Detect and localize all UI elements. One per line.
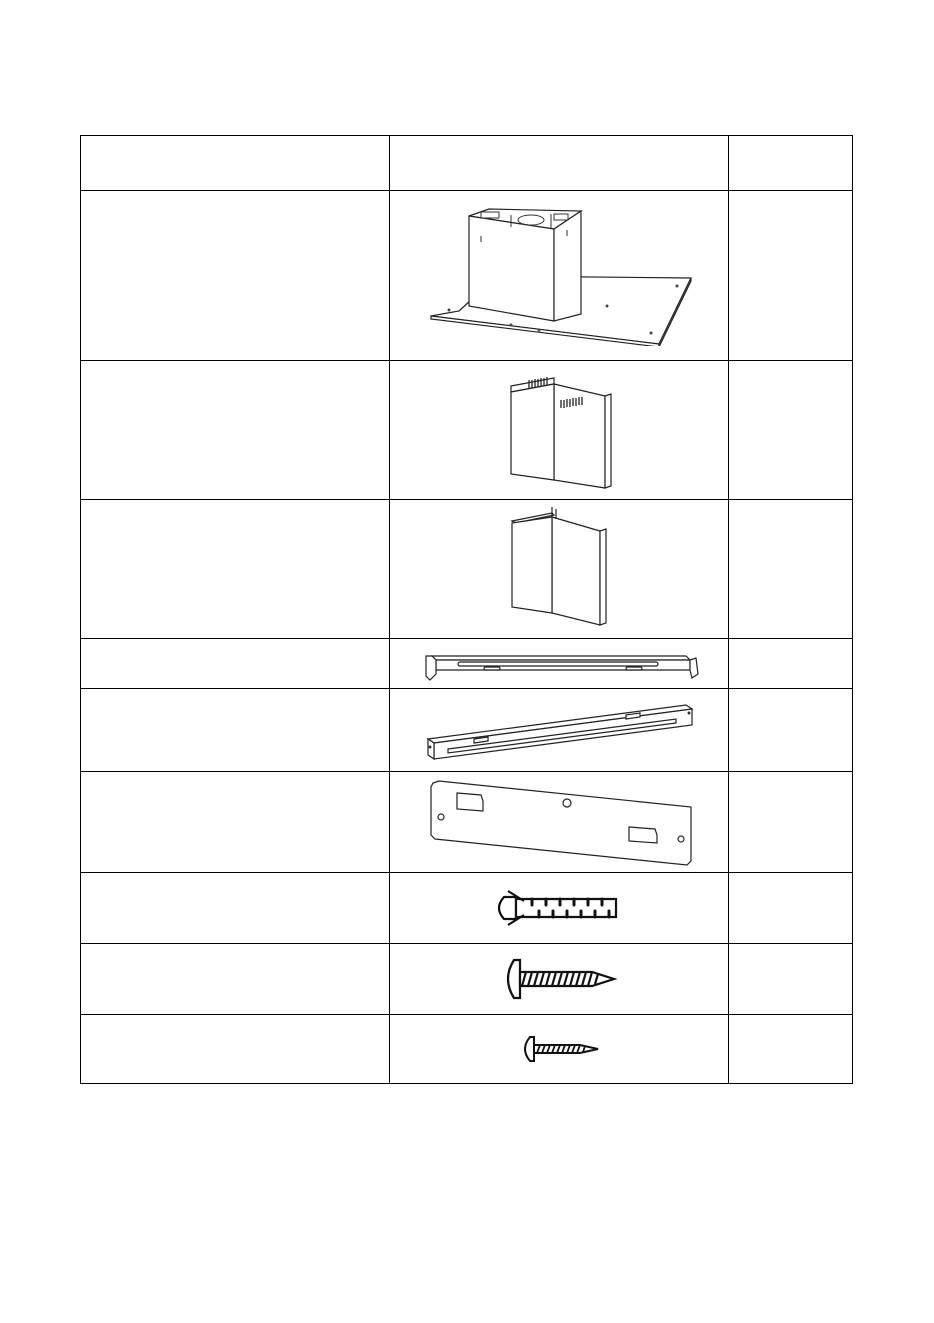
part-illustration-cell — [390, 639, 729, 689]
table-row — [81, 639, 853, 689]
part-name-cell — [81, 944, 390, 1015]
long-bracket-icon — [414, 695, 704, 765]
header-name-cell — [81, 136, 390, 191]
part-quantity-cell — [729, 944, 853, 1015]
mounting-plate-icon — [419, 777, 699, 867]
part-quantity-cell — [729, 873, 853, 944]
table-row — [81, 1015, 853, 1084]
part-quantity-cell — [729, 1015, 853, 1084]
part-name-cell — [81, 1015, 390, 1084]
wall-plug-icon — [484, 883, 634, 933]
short-bracket-icon — [414, 644, 704, 684]
part-name-cell — [81, 191, 390, 361]
table-row — [81, 689, 853, 772]
part-quantity-cell — [729, 191, 853, 361]
part-illustration-cell — [390, 191, 729, 361]
upper-chimney-cover-icon — [499, 370, 619, 490]
header-quantity-cell — [729, 136, 853, 191]
part-name-cell — [81, 361, 390, 500]
large-screw-icon — [494, 954, 624, 1004]
header-illustration-cell — [390, 136, 729, 191]
part-quantity-cell — [729, 500, 853, 639]
part-quantity-cell — [729, 639, 853, 689]
part-name-cell — [81, 500, 390, 639]
part-illustration-cell — [390, 772, 729, 873]
parts-table — [80, 135, 853, 1084]
part-name-cell — [81, 639, 390, 689]
table-header-row — [81, 136, 853, 191]
table-row — [81, 500, 853, 639]
part-name-cell — [81, 873, 390, 944]
part-quantity-cell — [729, 361, 853, 500]
table-row — [81, 191, 853, 361]
part-illustration-cell — [390, 500, 729, 639]
table-row — [81, 772, 853, 873]
table-row — [81, 361, 853, 500]
part-quantity-cell — [729, 689, 853, 772]
part-illustration-cell — [390, 361, 729, 500]
small-screw-icon — [514, 1029, 604, 1069]
part-illustration-cell — [390, 1015, 729, 1084]
part-illustration-cell — [390, 873, 729, 944]
table-row — [81, 944, 853, 1015]
part-illustration-cell — [390, 689, 729, 772]
table-row — [81, 873, 853, 944]
part-quantity-cell — [729, 772, 853, 873]
part-name-cell — [81, 689, 390, 772]
lower-chimney-cover-icon — [504, 507, 614, 632]
part-name-cell — [81, 772, 390, 873]
hood-chimney-base-icon — [419, 206, 699, 346]
part-illustration-cell — [390, 944, 729, 1015]
